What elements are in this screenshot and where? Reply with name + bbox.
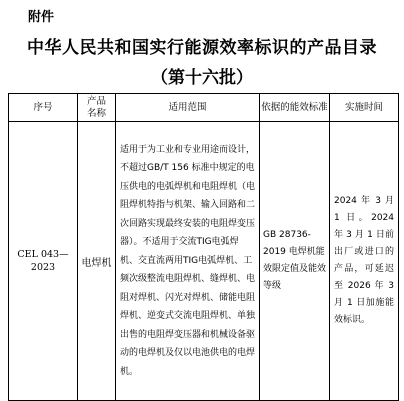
- cell-effective-time: 2024 年 3 月 1 日。2024 年 3 月 1 日前出厂或进口的产品，可延迟至 2026 年 3 月 1 日加施能效标识。: [330, 122, 399, 401]
- cell-product-name: 电焊机: [78, 122, 116, 401]
- column-header-scope: 适用范围: [116, 94, 260, 122]
- table-header-row: [9, 94, 399, 122]
- cell-number: [9, 122, 78, 401]
- catalog-number: CEL 043—2023: [17, 249, 69, 273]
- page-title: 中华人民共和国实行能源效率标识的产品目录: [27, 38, 377, 58]
- cell-scope: 适用于为工业和专业用途而设计，不超过GB/T 156 标准中规定的电压供电的电弧焊机和电阻焊机（电阻焊机特指与机架、输入回路和二次回路实现最终安装的电阻焊变压器）。不适用于交流TIG电弧焊机、交直流两用TIG电弧焊机、工频次级整流电阻焊机、缝焊机、电阻对焊机、闪光对焊机、储能电阻焊机、逆变式交流电阻焊机、单独出售的电阻焊变压器和机械设备驱动的电焊机及仅以电池供电的电焊机。: [116, 122, 260, 401]
- table-row: [9, 122, 399, 401]
- cell-standard: GB 28736-2019 电焊机能效限定值及能效等级: [260, 122, 330, 401]
- column-header-product-name: 产品名称: [78, 94, 116, 122]
- attachment-label: 附件: [28, 10, 55, 25]
- batch-subtitle: （第十六批）: [151, 68, 253, 88]
- product-catalog-table: [8, 93, 399, 401]
- column-header-effective-time: 实施时间: [330, 94, 399, 122]
- column-header-standard: 依据的能效标准: [260, 94, 330, 122]
- column-header-number: 序号: [9, 94, 78, 122]
